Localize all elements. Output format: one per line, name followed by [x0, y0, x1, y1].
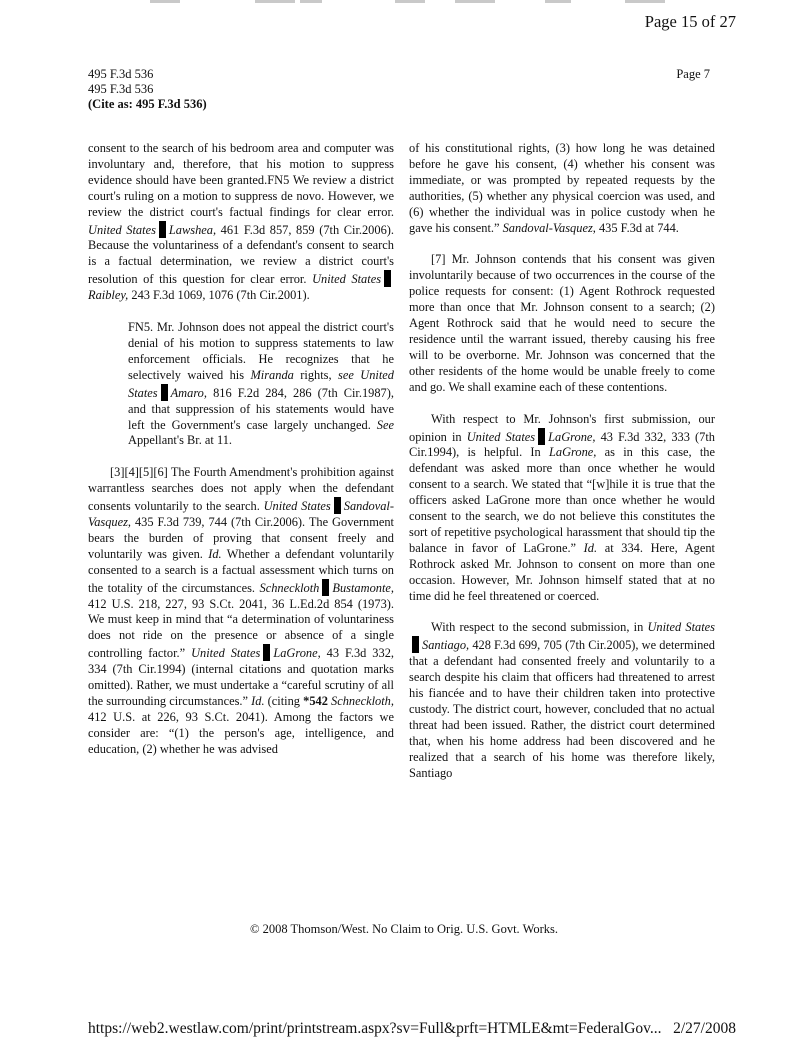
citation-header — [88, 67, 207, 112]
case-citation[interactable]: Sandoval-Vasquez, — [502, 220, 596, 235]
keycite-flag-icon[interactable] — [161, 384, 168, 401]
keycite-flag-icon[interactable] — [538, 428, 545, 445]
keycite-flag-icon[interactable] — [384, 270, 391, 287]
right-column — [409, 141, 715, 798]
star-page-marker: *542 — [303, 694, 328, 708]
paragraph-contentions: [7] Mr. Johnson contends that his consent was given involuntarily because of two occurrences in the course of the police requests for consent: (1) Agent Rothrock requested more than once that Mr. Johnson consent to a search; (2) Agent Rothrock said that he would need to secure the residence until the warrant issued, thereby causing his free will to be overborne. Mr. Johnson was concerned that the other residents of the home would be unable freely to come and go. We shall examine each of these contentions. — [409, 252, 715, 394]
case-citation[interactable]: Lawshea, — [168, 222, 217, 237]
case-citation[interactable]: LaGrone, — [273, 646, 321, 661]
paragraph-first-submission: With respect to Mr. Johnson's first submission, our opinion in United States LaGrone, 43 F.3d 332, 333 (7th Cir.1994), is helpful. In LaGrone, as in this case, the defendant was asked more than once whether he would consent to a search. We stated that “[w]hile it is true that the officers asked LaGrone more than once whether he would consent to the search, we do not believe this constitutes the sort of repetitive psychological harassment that should tip the balance in favor of LaGrone.” Id. at 334. Here, Agent Rothrock asked Mr. Johnson to consent on more than one occasion. However, Mr. Johnson himself stated that at no time did he feel threatened or coerced. — [409, 411, 716, 603]
keycite-flag-icon[interactable] — [263, 644, 270, 661]
cite-as-line: (Cite as: 495 F.3d 536) — [88, 97, 207, 111]
top-edge-artifacts — [0, 0, 808, 6]
keycite-flag-icon[interactable] — [322, 579, 329, 596]
copyright-notice: © 2008 Thomson/West. No Claim to Orig. U.S. Govt. Works. — [249, 922, 559, 936]
case-citation[interactable]: Bustamonte, — [332, 580, 394, 595]
citation-line-2: 495 F.3d 536 — [88, 82, 154, 96]
citation-line-1: 495 F.3d 536 — [88, 67, 154, 81]
paragraph-second-submission: With respect to the second submission, in United StatesSantiago, 428 F.3d 699, 705 (7th Cir.2005), we determined that a defendant had consented freely and voluntarily to a search despite his claim that officers had threatened to arrest his fiancée and to have their children taken into protective custody. The district court, however, concluded that no actual threat had been issued. Rather, the district court determined that, when his home address had been discovered and he realized that a search of his home was therefore likely, Santiago — [409, 620, 715, 780]
case-citation[interactable]: United States — [88, 222, 156, 237]
page-number: Page 7 — [676, 67, 710, 81]
case-citation[interactable]: Schneckloth, — [331, 694, 394, 708]
page-of-indicator: Page 15 of 27 — [644, 12, 736, 31]
case-citation[interactable]: Amaro, — [170, 385, 207, 400]
case-citation[interactable]: Sandoval-Vasquez, — [88, 499, 394, 530]
case-citation[interactable]: LaGrone, — [548, 429, 596, 444]
keycite-flag-icon[interactable] — [412, 636, 419, 653]
paragraph-standard-of-review: consent to the search of his bedroom area and computer was involuntary and, therefore, that his motion to suppress evidence should have been granted.FN5 We review a district court's ruling on a motion to suppress de novo. However, we review the district court's factual findings for clear error. United States Lawshea, 461 F.3d 857, 859 (7th Cir.2006). Because the voluntariness of a defendant's consent to search is a factual determination, we review a district court's resolution of this question for clear error. United StatesRaibley, 243 F.3d 1069, 1076 (7th Cir.2001). — [88, 141, 394, 303]
print-date: 2/27/2008 — [673, 1020, 736, 1037]
left-column — [88, 141, 394, 774]
keycite-flag-icon[interactable] — [159, 221, 166, 238]
case-citation[interactable]: United States — [312, 272, 382, 287]
case-citation[interactable]: Raibley, — [88, 288, 129, 303]
paragraph-fourth-amendment: [3][4][5][6] The Fourth Amendment's prohibition against warrantless searches does not apply when the defendant consents voluntarily to the search. United States Sandoval-Vasquez, 435 F.3d 739, 744 (7th Cir.2006). The Government bears the burden of proving that consent freely and voluntarily was given. Id. Whether a defendant voluntarily consented to a search is a factual assessment which turns on the totality of the circumstances. Schneckloth Bustamonte, 412 U.S. 218, 227, 93 S.Ct. 2041, 36 L.Ed.2d 854 (1973). We must keep in mind that “a determination of voluntariness does not ride on the presence or absence of a single controlling factor.” United States LaGrone, 43 F.3d 332, 334 (7th Cir.1994) (internal citations and quotation marks omitted). Rather, we must undertake a “careful scrutiny of all the surrounding circumstances.” Id. (citing *542 Schneckloth, 412 U.S. at 226, 93 S.Ct. 2041). Among the factors we consider are: “(1) the person's age, intelligence, and education, (2) whether he was advised — [88, 465, 395, 756]
case-citation[interactable]: United States — [128, 367, 394, 400]
case-citation[interactable]: United States — [263, 499, 331, 514]
print-url[interactable]: https://web2.westlaw.com/print/printstream.aspx?sv=Full&prft=HTMLE&mt=FederalGov... — [88, 1020, 662, 1037]
keycite-flag-icon[interactable] — [334, 497, 341, 514]
case-citation[interactable]: United States — [647, 620, 715, 635]
paragraph-factors-continued: of his constitutional rights, (3) how long he was detained before he gave his consent, (4) whether his consent was immediate, or was prompted by repeated requests by the authorities, (5) whether any physical coercion was used, and (6) whether the individual was in police custody when he gave his consent.” Sandoval-Vasquez, 435 F.3d at 744. — [409, 141, 715, 235]
case-citation[interactable]: United States — [466, 429, 536, 444]
case-citation[interactable]: Santiago, — [422, 638, 470, 653]
case-citation[interactable]: Schneckloth — [259, 580, 320, 595]
footnote-fn5: FN5. Mr. Johnson does not appeal the district court's denial of his motion to suppress statements to law enforcement officials. He recognizes that he selectively waived his Miranda rights, see United States Amaro, 816 F.2d 284, 286 (7th Cir.1987), and that suppression of his statements would have left the Government's case largely unchanged. See Appellant's Br. at 11. — [128, 320, 394, 448]
case-citation[interactable]: United States — [191, 646, 261, 661]
